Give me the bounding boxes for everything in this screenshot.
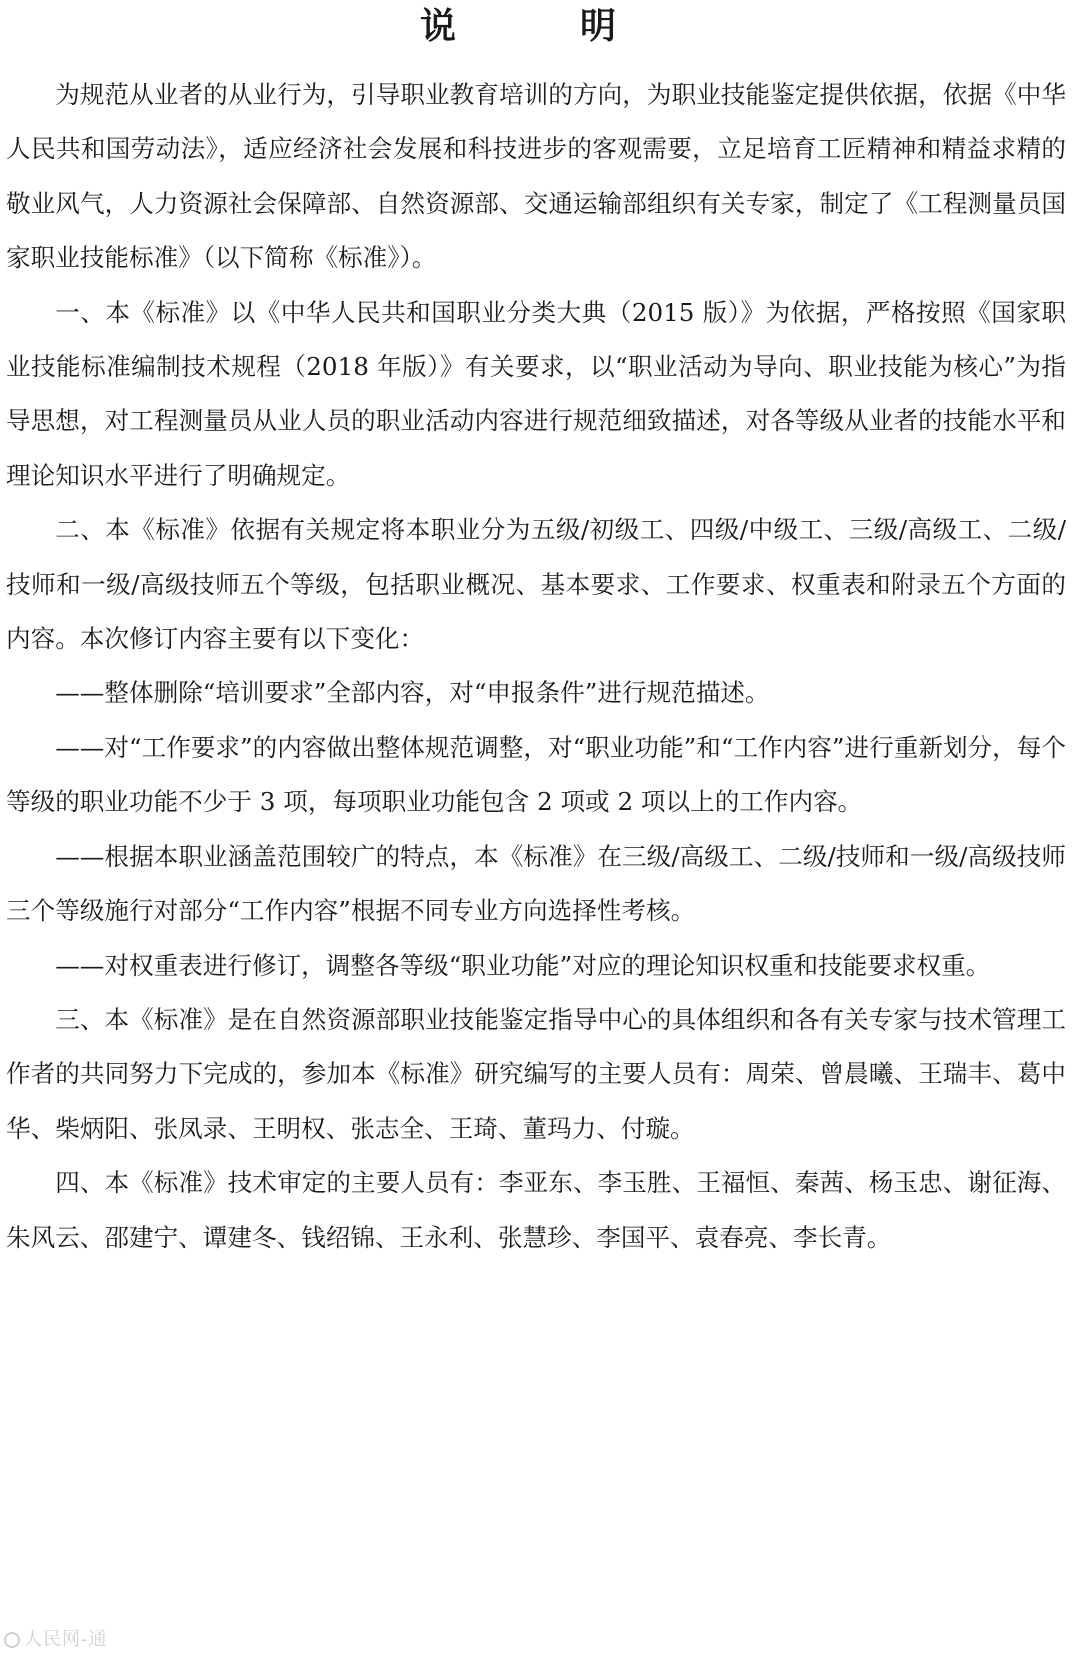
paragraph-section-1: 一、本《标准》以《中华人民共和国职业分类大典（2015 版）》为依据，严格按照《国家职业技能标准编制技术规程（2018 年版）》有关要求，以“职业活动为导向、职业技能为核心”为指导思想，对工程测量员从业人员的职业活动内容进行规范细致描述，对各等级从业者的技能水平和理论知识水平进行了明确规定。 — [6, 297, 1066, 490]
paragraph-section-2: 二、本《标准》依据有关规定将本职业分为五级/初级工、四级/中级工、三级/高级工、二级/技师和一级/高级技师五个等级，包括职业概况、基本要求、工作要求、权重表和附录五个方面的内容。本次修订内容主要有以下变化： — [6, 515, 1066, 654]
watermark-logo-icon — [4, 1632, 20, 1648]
document-body — [6, 68, 1066, 1265]
paragraph-section-4: 四、本《标准》技术审定的主要人员有：李亚东、李玉胜、王福恒、秦茜、杨玉忠、谢征海、朱风云、邵建宁、谭建冬、钱绍锦、王永利、张慧珍、李国平、袁春亮、李长青。 — [6, 1168, 1066, 1252]
paragraph-section-3: 三、本《标准》是在自然资源部职业技能鉴定指导中心的具体组织和各有关专家与技术管理工作者的共同努力下完成的，参加本《标准》研究编写的主要人员有：周荣、曾晨曦、王瑞丰、葛中华、柴炳阳、张凤录、王明权、张志全、王琦、董玛力、付璇。 — [6, 1004, 1066, 1143]
paragraph-intro: 为规范从业者的从业行为，引导职业教育培训的方向，为职业技能鉴定提供依据，依据《中华人民共和国劳动法》，适应经济社会发展和科技进步的客观需要，立足培育工匠精神和精益求精的敬业风气，人力资源社会保障部、自然资源部、交通运输部组织有关专家，制定了《工程测量员国家职业技能标准》（以下简称《标准》）。 — [6, 80, 1066, 273]
paragraph-change-1: ——整体删除“培训要求”全部内容，对“申报条件”进行规范描述。 — [55, 678, 770, 708]
watermark-text: 人民网-通 — [24, 1629, 108, 1650]
paragraph-change-3: ——根据本职业涵盖范围较广的特点，本《标准》在三级/高级工、二级/技师和一级/高级技师三个等级施行对部分“工作内容”根据不同专业方向选择性考核。 — [6, 841, 1066, 926]
page-title: 说 明 — [419, 6, 660, 47]
watermark — [4, 1625, 108, 1651]
paragraph-change-4: ——对权重表进行修订，调整各等级“职业功能”对应的理论知识权重和技能要求权重。 — [55, 950, 991, 980]
paragraph-change-2: ——对“工作要求”的内容做出整体规范调整，对“职业功能”和“工作内容”进行重新划分，每个等级的职业功能不少于 3 项，每项职业功能包含 2 项或 2 项以上的工作内容。 — [6, 732, 1066, 817]
